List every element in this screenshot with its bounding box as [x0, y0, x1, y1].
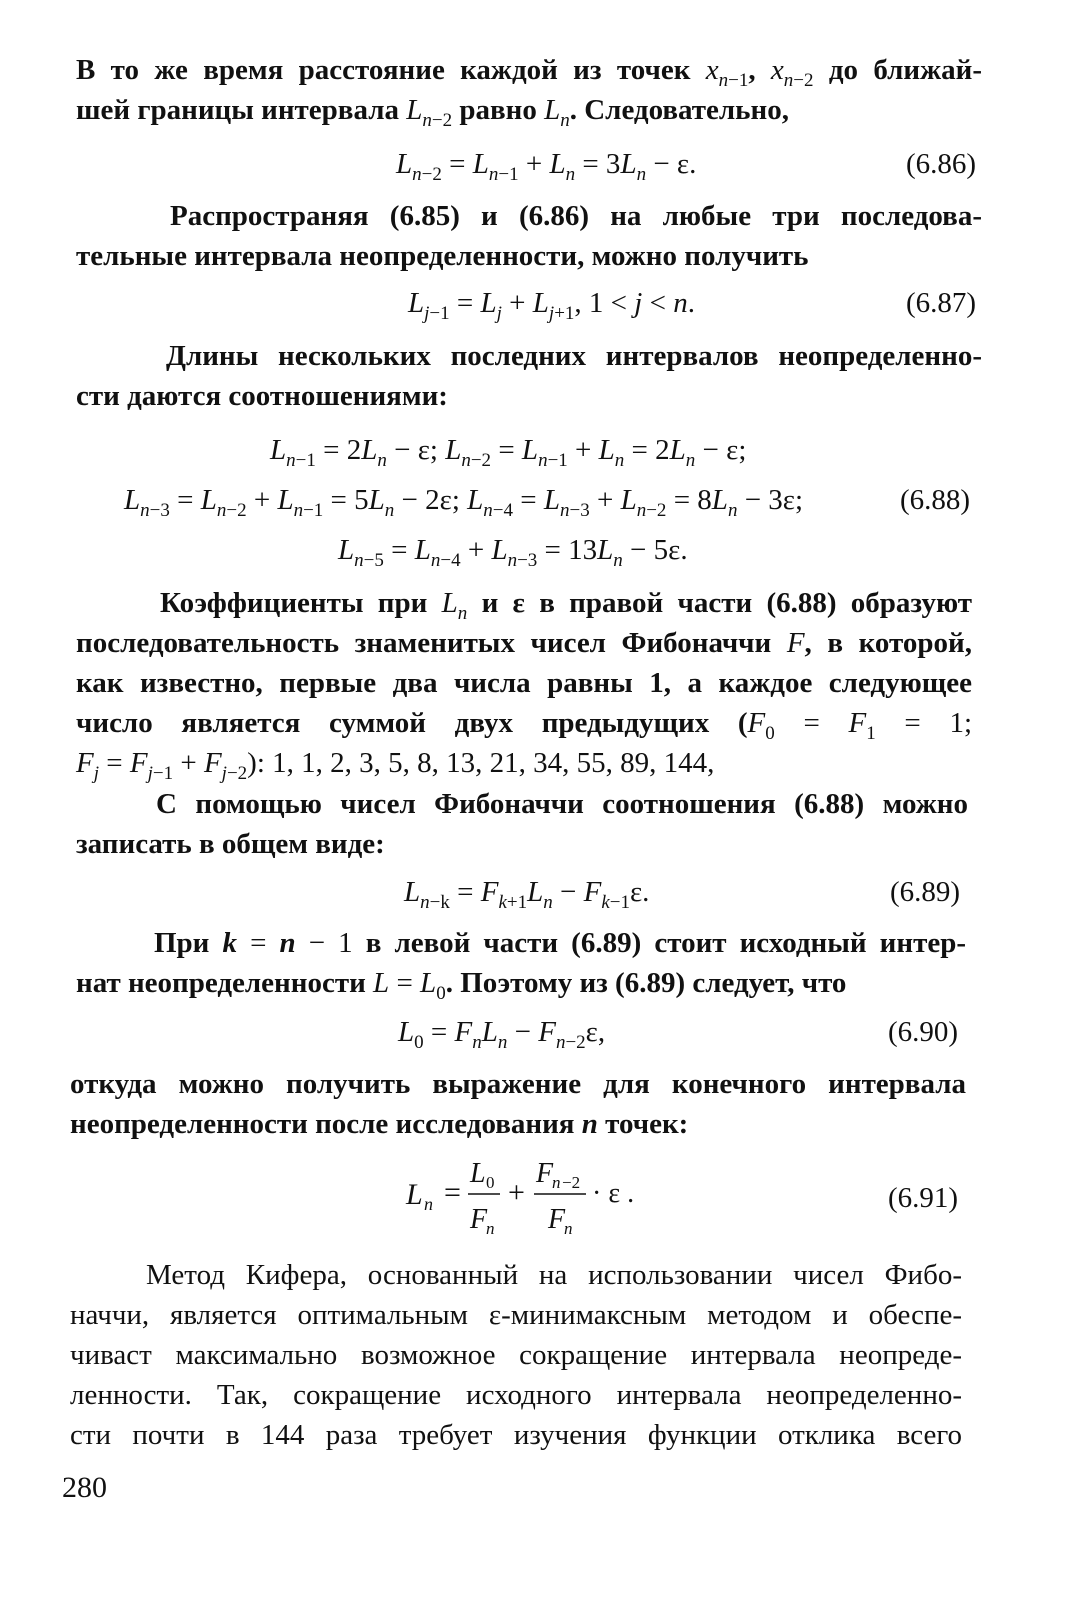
text-line: шей границы интервала $L_{n-2}$ равно $L_n$. Следовательно,	[76, 94, 789, 131]
svg-text:L: L	[470, 1158, 486, 1189]
equation-number: (6.91)	[888, 1182, 959, 1214]
text-line: С помощью чисел Фибоначчи соотношения (6.88) можно	[156, 788, 968, 820]
svg-text:F: F	[548, 1204, 566, 1235]
svg-text:n: n	[486, 1219, 495, 1238]
text-line: сти даются соотношениями:	[76, 380, 448, 412]
text-line: нат неопределенности $L = L_0$. Поэтому из (6.89) следует, что	[76, 967, 847, 1004]
svg-text:=: =	[444, 1176, 461, 1209]
text-line: ленности. Так, сокращение исходного интервала неопределенно-	[70, 1379, 962, 1411]
svg-text:· ε .: · ε .	[592, 1178, 635, 1209]
text-line: последовательность знаменитых чисел Фибоначчи F, в которой,	[76, 627, 972, 659]
text-line: число является суммой двух предыдущих ($F_0 = F_1 = 1$;	[76, 707, 973, 744]
equation-6-89: $L_{n-k} = F_{k+1}L_n - F_{k-1}\varepsilon$.	[404, 876, 650, 913]
equation-6-88-line1: $L_{n-1} = 2L_n - \varepsilon$; $L_{n-2} = L_{n-1} + L_n = 2L_n - \varepsilon$;	[270, 434, 747, 471]
svg-text:F: F	[536, 1158, 554, 1189]
text-line: тельные интервала неопределенности, можно получить	[76, 240, 809, 272]
svg-text:n: n	[564, 1219, 573, 1238]
equation-6-88-line2: $L_{n-3} = L_{n-2} + L_{n-1} = 5L_n - 2\varepsilon$; $L_{n-4} = L_{n-3} + L_{n-2} = 8L_n - 3\varepsilon$;	[124, 484, 804, 521]
text-line: Распространяя (6.85) и (6.86) на любые три последова-	[170, 200, 982, 232]
svg-text:n: n	[552, 1173, 561, 1192]
svg-text:−2: −2	[562, 1173, 581, 1192]
text-line: неопределенности после исследования n точек:	[70, 1108, 689, 1140]
svg-text:n: n	[424, 1194, 433, 1214]
text-line: В то же время расстояние каждой из точек $x_{n-1}$, $x_{n-2}$ до ближай-	[76, 54, 983, 91]
text-line: как известно, первые два числа равны 1, а каждое следующее	[76, 667, 972, 699]
text-line: Метод Кифера, основанный на использовании чисел Фибо-	[146, 1259, 962, 1291]
equation-number: (6.89)	[890, 876, 961, 908]
equation-number: (6.88)	[900, 484, 971, 516]
fraction-formula	[404, 1152, 664, 1242]
equation-number: (6.87)	[906, 287, 977, 319]
svg-text:+: +	[508, 1176, 525, 1209]
equation-6-88-line3: $L_{n-5} = L_{n-4} + L_{n-3} = 13L_n - 5\varepsilon$.	[338, 534, 688, 571]
page-number: 280	[62, 1471, 107, 1504]
text-line: записать в общем виде:	[76, 828, 385, 860]
equation-number: (6.90)	[888, 1016, 959, 1048]
text-line: Коэффициенты при $L_n$ и ε в правой части (6.88) образуют	[160, 587, 972, 624]
text-line: Длины нескольких последних интервалов неопределенно-	[166, 340, 982, 372]
text-line: $F_j = F_{j-1} + F_{j-2}$): 1, 1, 2, 3, 5, 8, 13, 21, 34, 55, 89, 144,	[76, 747, 715, 784]
text-line: откуда можно получить выражение для конечного интервала	[70, 1068, 966, 1100]
equation-6-86: $L_{n-2} = L_{n-1} + L_n = 3L_n - \varepsilon$.	[396, 148, 697, 185]
text-line: При k = n − 1 в левой части (6.89) стоит исходный интер-	[154, 927, 966, 959]
svg-text:F: F	[470, 1204, 488, 1235]
equation-6-90: $L_0 = F_nL_n - F_{n-2}\varepsilon$,	[398, 1016, 606, 1053]
equation-6-87: $L_{j-1} = L_j + L_{j+1}$, 1 < j < n.	[408, 287, 695, 324]
equation-number: (6.86)	[906, 148, 977, 180]
text-line: наччи, является оптимальным ε-минимаксным методом и обеспе-	[70, 1299, 962, 1331]
text-line: сти почти в 144 раза требует изучения функции отклика всего	[70, 1419, 962, 1451]
svg-text:L: L	[406, 1178, 423, 1211]
equation-6-91	[404, 1152, 664, 1242]
text-line: чиваст максимально возможное сокращение интервала неопреде-	[70, 1339, 962, 1371]
svg-text:0: 0	[486, 1173, 495, 1192]
